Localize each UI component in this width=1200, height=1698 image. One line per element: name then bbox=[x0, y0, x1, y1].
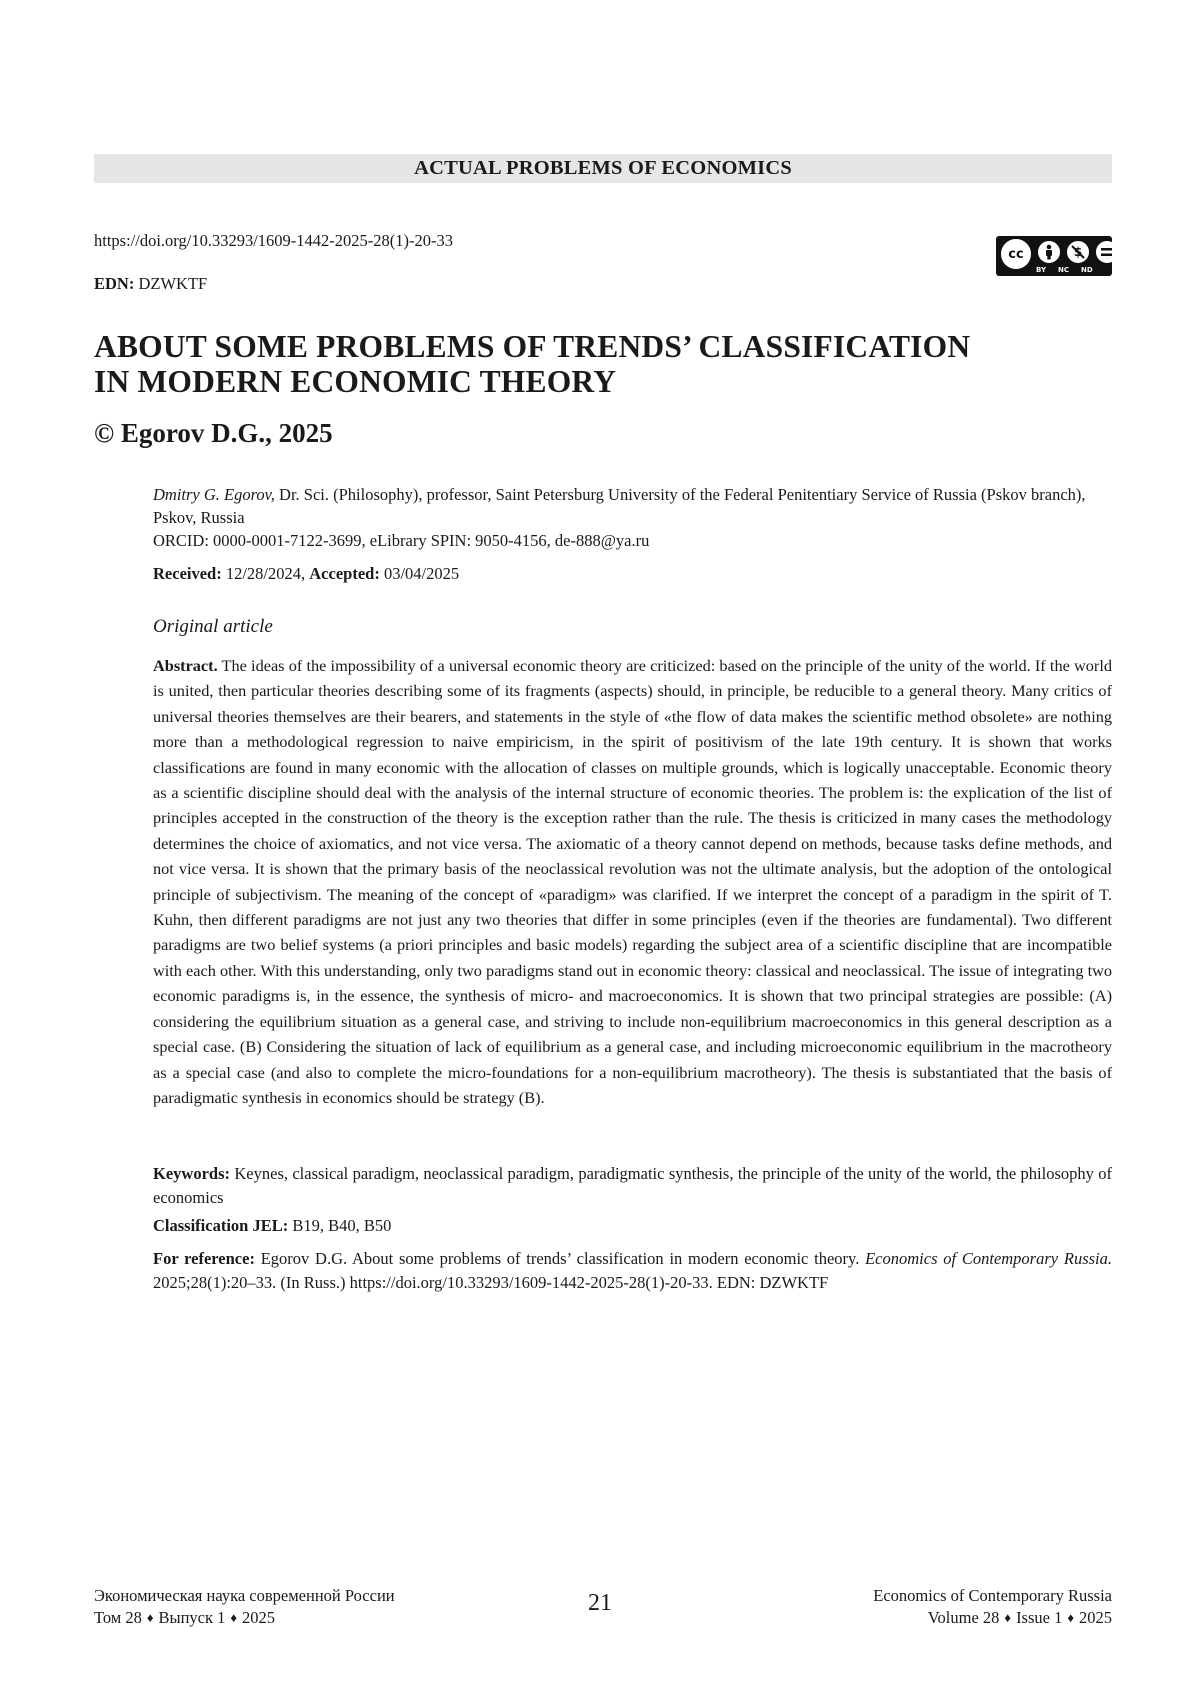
title-line-1: ABOUT SOME PROBLEMS OF TRENDS’ CLASSIFICATION bbox=[94, 329, 970, 364]
diamond-icon: ♦ bbox=[147, 1610, 154, 1625]
footer-ru-issue: Выпуск 1 bbox=[158, 1608, 225, 1627]
accepted-date: 03/04/2025 bbox=[380, 564, 459, 583]
author-info bbox=[153, 483, 1112, 552]
abstract-label: Abstract. bbox=[153, 656, 218, 675]
title-line-2: IN MODERN ECONOMIC THEORY bbox=[94, 364, 616, 399]
nd-icon bbox=[1094, 239, 1112, 265]
cc-license-badge[interactable] bbox=[996, 236, 1112, 276]
received-label: Received: bbox=[153, 564, 222, 583]
reference-tail: 2025;28(1):20–33. (In Russ.) https://doi.org/10.33293/1609-1442-2025-28(1)-20-33. EDN: DZWKTF bbox=[153, 1273, 828, 1292]
accepted-label: Accepted: bbox=[309, 564, 380, 583]
reference-label: For reference: bbox=[153, 1249, 255, 1268]
doi-link[interactable]: https://doi.org/10.33293/1609-1442-2025-28(1)-20-33 bbox=[94, 231, 453, 251]
jel-codes: B19, B40, B50 bbox=[288, 1216, 391, 1235]
jel-classification bbox=[153, 1214, 1112, 1237]
cc-term-nc: NC bbox=[1058, 266, 1069, 274]
footer-journal-en-title: Economics of Contemporary Russia bbox=[873, 1586, 1112, 1605]
cc-license-terms bbox=[1036, 266, 1093, 274]
abstract-text: The ideas of the impossibility of a universal economic theory are criticized: based on the principle of the unity of the world. If the world is united, then particular theories describing some of its fragments (aspects) should, in principle, be reducible to a general theory. Many critics of universal theories themselves are their bearers, and statements in the style of «the flow of data makes the scientific method obsolete» are nothing more than a methodological regression to naive empiricism, in the spirit of positivism of the late 19th century. It is shown that works classifications are found in many economic with the allocation of classes on multiple grounds, which is logically unacceptable. Economic theory as a scientific discipline should deal with the analysis of the internal structure of economic theories. The problem is: the explication of the list of principles accepted in the construction of the theory is the exception rather than the rule. The thesis is criticized in many cases the methodology determines the choice of axiomatics, and not vice versa. The axiomatic of a theory cannot depend on methods, because tasks define methods, and not vice versa. It is shown that the primary basis of the neoclassical revolution was not the ultimate analysis, but the adoption of the ontological principle of subjectivism. The meaning of the concept of «paradigm» was clarified. If we interpret the concept of a paradigm in the spirit of T. Kuhn, then different paradigms are not just any two theories that differ in some principles (even if the theories are fundamental). Two different paradigms are two belief systems (a priori principles and basic models) regarding the subject area of a scientific discipline that are incompatible with each other. With this understanding, only two paradigms stand out in economic theory: classical and neoclassical. The issue of integrating two economic paradigms is, in the essence, the synthesis of micro- and macroeconomics. It is shown that two principal strategies are possible: (A) considering the equilibrium situation as a general case, and striving to include non-equilibrium macroeconomics in this general description as a special case. (B) Considering the situation of lack of equilibrium as a general case, and including microeconomic equilibrium in the macrotheory as a special case (and also to complete the micro-foundations for a non-equilibrium macrotheory). The thesis is substantiated that the basis of paradigmatic synthesis in economics should be strategy (B). bbox=[153, 656, 1112, 1107]
cc-term-nd: ND bbox=[1081, 266, 1093, 274]
by-icon bbox=[1036, 239, 1062, 265]
nc-icon bbox=[1065, 239, 1091, 265]
keywords-text: Keynes, classical paradigm, neoclassical paradigm, paradigmatic synthesis, the principle of the unity of the world, the philosophy of economics bbox=[153, 1164, 1112, 1207]
abstract bbox=[153, 653, 1112, 1110]
received-date: 12/28/2024, bbox=[222, 564, 310, 583]
author-name: Dmitry G. Egorov, bbox=[153, 485, 275, 504]
footer-journal-en bbox=[873, 1585, 1112, 1630]
article-title bbox=[94, 329, 970, 399]
received-accepted bbox=[153, 562, 1112, 585]
cc-icon: cc bbox=[999, 237, 1033, 271]
keywords bbox=[153, 1162, 1112, 1210]
diamond-icon: ♦ bbox=[1067, 1610, 1074, 1625]
footer-ru-volume: Том 28 bbox=[94, 1608, 142, 1627]
footer-en-issue: Issue 1 bbox=[1016, 1608, 1062, 1627]
reference-journal: Economics of Contemporary Russia. bbox=[865, 1249, 1112, 1268]
edn-label: EDN: bbox=[94, 274, 134, 293]
page-number: 21 bbox=[0, 1590, 1200, 1617]
section-banner: ACTUAL PROBLEMS OF ECONOMICS bbox=[94, 154, 1112, 183]
footer-ru-year: 2025 bbox=[242, 1608, 275, 1627]
author-ids: ORCID: 0000-0001-7122-3699, eLibrary SPIN: 9050-4156, de-888@ya.ru bbox=[153, 531, 649, 550]
footer-en-volume: Volume 28 bbox=[928, 1608, 1000, 1627]
author-affiliation: Dr. Sci. (Philosophy), professor, Saint Petersburg University of the Federal Penitentiary Service of Russia (Pskov branch), Pskov, Russia bbox=[153, 485, 1086, 527]
footer-journal-ru-title: Экономическая наука современной России bbox=[94, 1586, 395, 1605]
edn-value: DZWKTF bbox=[138, 274, 207, 293]
article-type: Original article bbox=[153, 615, 1112, 638]
keywords-label: Keywords: bbox=[153, 1164, 230, 1183]
copyright-line: © Egorov D.G., 2025 bbox=[94, 418, 333, 449]
cc-term-by: BY bbox=[1036, 266, 1046, 274]
diamond-icon: ♦ bbox=[1004, 1610, 1011, 1625]
diamond-icon: ♦ bbox=[230, 1610, 237, 1625]
reference bbox=[153, 1247, 1112, 1295]
edn-line bbox=[94, 274, 207, 294]
jel-label: Classification JEL: bbox=[153, 1216, 288, 1235]
reference-text: Egorov D.G. About some problems of trends’ classification in modern economic theory. bbox=[255, 1249, 865, 1268]
footer-en-year: 2025 bbox=[1079, 1608, 1112, 1627]
